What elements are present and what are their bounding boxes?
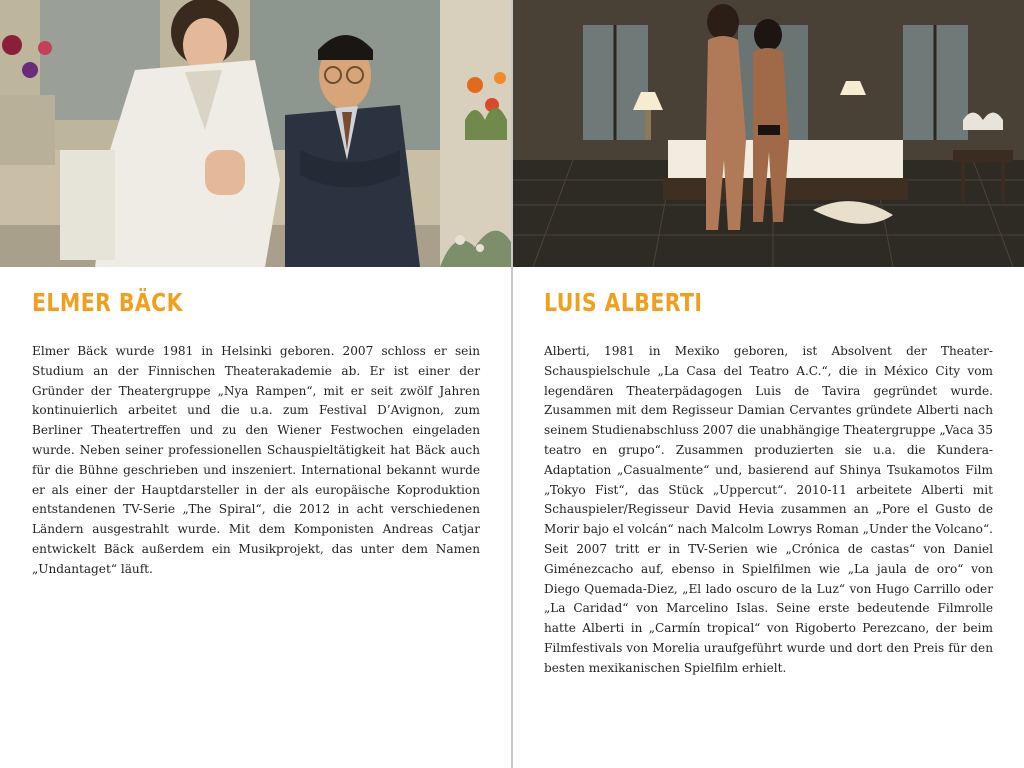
actor-name-heading: ELMER BÄCK	[32, 288, 183, 317]
actor-name-heading: LUIS ALBERTI	[544, 288, 703, 317]
right-page	[513, 0, 1024, 768]
cemetery-scene-illustration	[0, 0, 511, 267]
bedroom-scene-illustration	[513, 0, 1024, 267]
luis-alberti-photo	[513, 0, 1024, 267]
elmer-back-photo	[0, 0, 511, 267]
actor-biography: Elmer Bäck wurde 1981 in Helsinki geboren. 2007 schloss er sein Studium an der Finnischen Theaterakademie ab. Er ist einer der Gründer der Theatergruppe „Nya Rampen“, mit er seit zwölf Jahren kontinuierlich arbeitet und die u.a. zum Festival D’Avignon, zum Berliner Theatertreffen und zu den Wiener Festwochen eingeladen wurde. Neben seiner professionellen Schauspieltätigkeit hat Bäck auch für die Bühne geschrieben und inszeniert. International bekannt wurde er als einer der Hauptdarsteller in der als europäische Koproduktion entstandenen TV-Serie „The Spiral“, die 2012 in acht verschiedenen Ländern ausgestrahlt wurde. Mit dem Komponisten Andreas Catjar entwickelt Bäck außerdem ein Musikprojekt, das unter dem Namen „Undantaget“ läuft.	[32, 344, 480, 576]
left-page	[0, 0, 511, 768]
actor-biography: Alberti, 1981 in Mexiko geboren, ist Absolvent der Theater-Schauspielschule „La Casa del Teatro A.C.“, die in México City vom legendären Theaterpädagogen Luis de Tavira gegründet wurde. Zusammen mit dem Regisseur Damian Cervantes gründete Alberti nach seinem Studienabschluss 2007 die unabhängige Theatergruppe „Vaca 35 teatro en grupo“. Zusammen produzierten sie u.a. die Kundera-Adaptation „Casualmente“ und, basierend auf Shinya Tsukamotos Film „Tokyo Fist“, das Stück „Uppercut“. 2010-11 arbeitete Alberti mit Schauspieler/Regisseur David Hevia zusammen an „Pore el Gusto de Morir bajo el volcán“ nach Malcolm Lowrys Roman „Under the Volcano“. Seit 2007 tritt er in TV-Serien wie „Crónica de castas“ von Daniel Giménezcacho auf, ebenso in Spielfilmen wie „La jaula de oro“ von Diego Quemada-Diez, „El lado oscuro de la Luz“ von Hugo Carrillo oder „La Caridad“ von Marcelino Islas. Seine erste bedeutende Filmrolle hatte Alberti in „Carmín tropical“ von Rigoberto Perezcano, der beim Filmfestivals von Morelia uraufgeführt wurde und dort den Preis für den besten mexikanischen Spielfilm erhielt.	[544, 344, 993, 675]
